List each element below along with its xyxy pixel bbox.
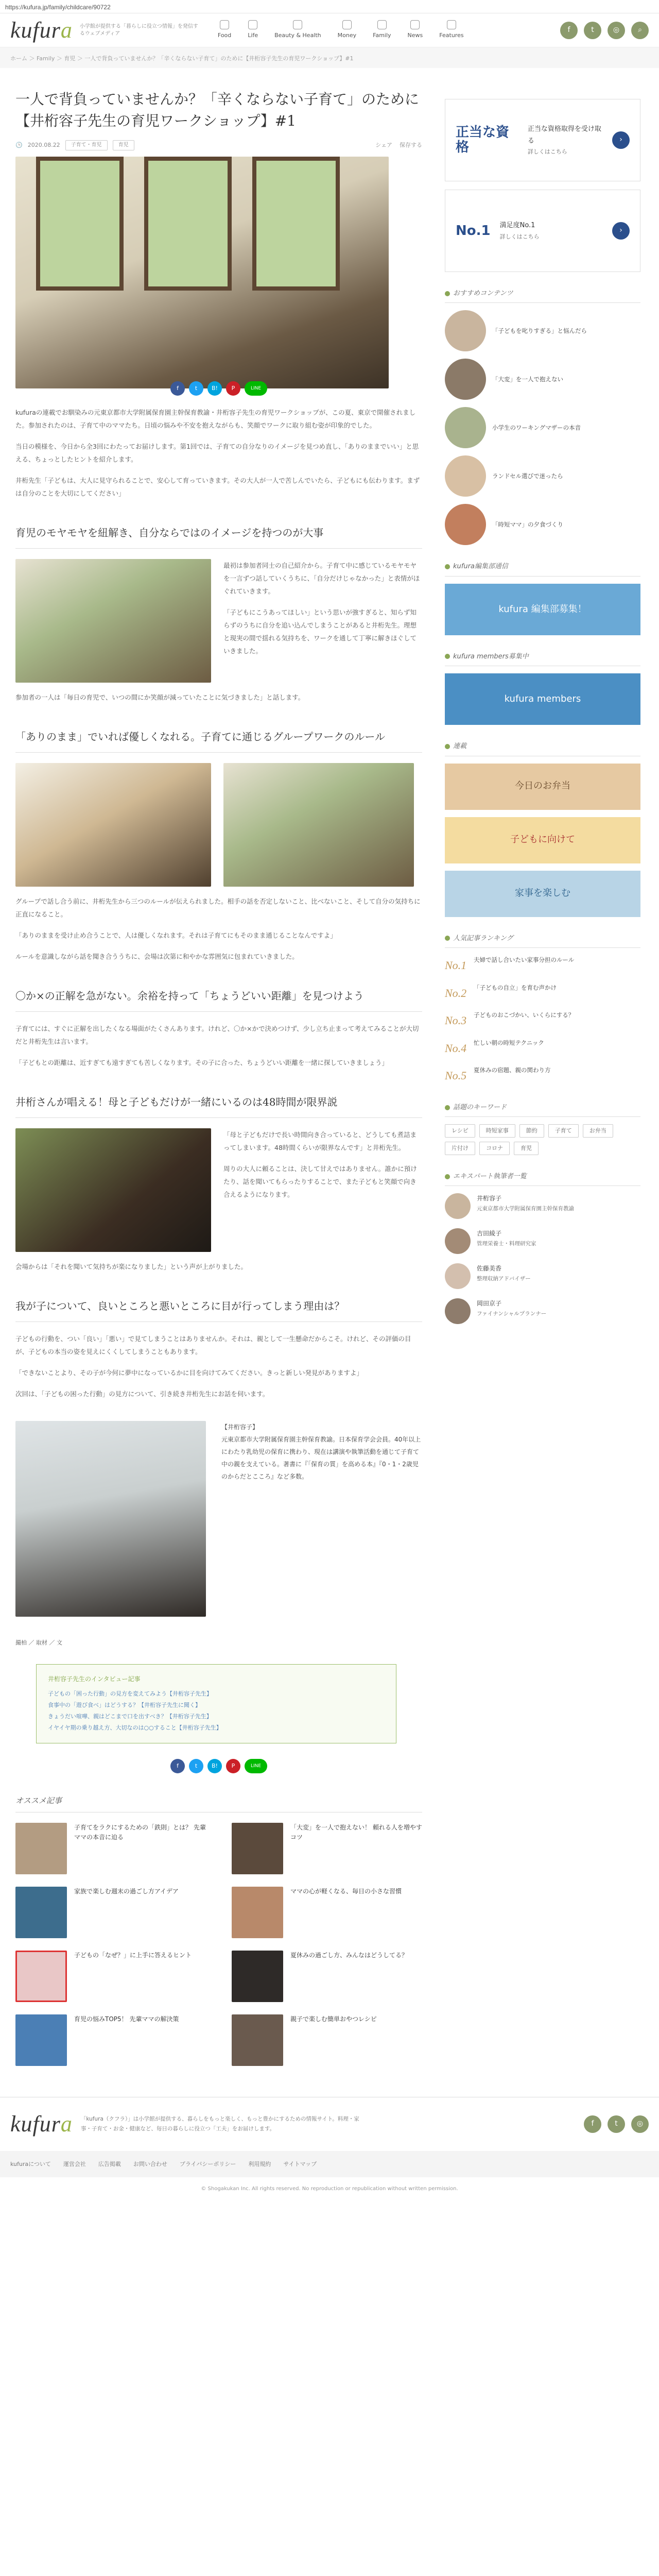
avatar	[445, 1298, 471, 1324]
arrow-right-icon: ›	[612, 222, 630, 240]
site-footer	[0, 2097, 659, 2201]
twitter-icon[interactable]: t	[584, 22, 601, 39]
recommend-item[interactable]: 子どもの「なぜ？」に上手に答えるヒント	[15, 1951, 206, 2002]
ranking-item[interactable]: No.2 「子どもの自立」を育む声かけ	[445, 984, 557, 999]
sidebar-ad[interactable]: 正当な資格 正当な資格取得を受け取る 詳しくはこちら ›	[445, 99, 640, 181]
expert-item[interactable]: 吉田綾子 管理栄養士・料理研究家	[445, 1228, 640, 1254]
bullet-icon	[445, 1105, 450, 1110]
expert-item[interactable]: 岡田京子 ファイナンシャルプランナー	[445, 1298, 640, 1324]
footer-link[interactable]: サイトマップ	[283, 2160, 317, 2167]
nav-family[interactable]: Family	[373, 20, 391, 41]
bullet-icon	[445, 744, 450, 749]
recommend-item[interactable]: 親子で楽しむ簡単おやつレシピ	[232, 2014, 422, 2066]
share-bar-bottom	[15, 1759, 422, 1773]
workshop-photo	[15, 559, 211, 683]
tag-childcare[interactable]: 子育て・育児	[65, 140, 108, 150]
thumbnail	[232, 2014, 283, 2066]
intro-paragraph: 井桁先生「子どもは、大人に見守られることで、安心して育っていきます。その大人が一人で苦しんでいたら、子どもにも伝わります。まずは自分のことを大切にしてください」	[15, 477, 420, 497]
profile-label: 【井桁容子】	[221, 1423, 259, 1431]
profile-box	[15, 1421, 422, 1617]
series-banner[interactable]: 子どもに向けて	[445, 817, 640, 863]
fork-icon	[220, 20, 229, 29]
ranking-item[interactable]: No.3 子どものおこづかい、いくらにする？	[445, 1011, 575, 1027]
article-title: 一人で背負っていませんか？「辛くならない子育て」のために【井桁容子先生の育児ワークショップ】#1	[15, 91, 420, 129]
site-logo[interactable]: kufura	[10, 17, 73, 43]
footer-link[interactable]: お問い合わせ	[133, 2160, 167, 2167]
thumbnail	[15, 1887, 67, 1938]
coin-icon	[342, 20, 352, 29]
footer-link[interactable]: 広告掲載	[98, 2160, 121, 2167]
body-paragraph: 子育てには、すぐに正解を出したくなる場面がたくさんあります。けれど、〇か×かで決めつけず、少し立ち止まって考えてみることが大切だと井桁先生は言います。	[15, 1025, 419, 1045]
facebook-share-button[interactable]: f	[170, 1759, 185, 1773]
bullet-icon	[445, 1174, 450, 1179]
intro-paragraph: kufuraの連載でお馴染みの元東京都市大学附属保育園主幹保育教諭・井桁容子先生の育児ワークショップが、この夏、東京で開催されました。参加されたのは、子育て中のママたち。日頃の悩みや不安を抱えながらも、笑顔でワークに取り組む姿が印象的でした。	[15, 409, 416, 429]
facebook-icon[interactable]: f	[560, 22, 578, 39]
footer-description: 「kufura（クフラ）」は小学館が提供する、暮らしをもっと楽しく、もっと豊かにするための情報サイト。料理・家事・子育て・お金・健康など、毎日の暮らしに役立つ「工夫」をお届けします。	[80, 2115, 359, 2132]
thumbnail	[15, 1951, 67, 2002]
home-icon	[248, 20, 257, 29]
sidebar-recommend-item[interactable]: 小学生のワーキングマザーの本音	[445, 407, 640, 448]
thumbnail	[15, 1823, 67, 1874]
keyword-tag[interactable]: レシピ	[445, 1124, 475, 1138]
thumbnail	[445, 455, 486, 497]
article-date: 2020.08.22	[27, 142, 60, 149]
keyword-tag[interactable]: 時短家事	[479, 1124, 515, 1138]
sidebar-recommend-item[interactable]: ランドセル選びで迷ったら	[445, 455, 640, 497]
body-paragraph: 子どもの行動を、つい「良い」「悪い」で見てしまうことはありませんか。それは、親として一生懸命だからこそ。けれど、その評価の目が、子どもの本当の姿を見えにくくしてしまうこともあります。	[15, 1335, 411, 1355]
window-decoration	[36, 157, 124, 291]
sidebar-heading: おすすめコンテンツ	[445, 287, 640, 303]
twitter-share-button[interactable]: t	[189, 381, 203, 396]
hatena-share-button[interactable]: B!	[207, 381, 222, 396]
sidebar-recommend-item[interactable]: 「大変」を一人で抱えない	[445, 359, 640, 400]
body-paragraph: 「ありのままを受け止め合うことで、人は優しくなれます。それは子育てにもそのまま通じることなんですよ」	[15, 931, 337, 939]
recruit-banner[interactable]: kufura 編集部募集！	[445, 584, 640, 635]
recommend-item[interactable]: 夏休みの過ごし方、みんなはどうしてる？	[232, 1951, 422, 2002]
article-main	[15, 68, 422, 2066]
line-share-button[interactable]: LINE	[245, 1759, 267, 1773]
recommend-item[interactable]: ママの心が軽くなる、毎日の小さな習慣	[232, 1887, 422, 1938]
facebook-share-button[interactable]: f	[170, 381, 185, 396]
address-bar[interactable]: https://kufura.jp/family/childcare/90722	[0, 0, 659, 13]
sidebar-heading: kufura members募集中	[445, 651, 640, 666]
body-paragraph: 最初は参加者同士の自己紹介から。子育て中に感じているモヤモヤを一言ずつ話していくうちに、「自分だけじゃなかった」と表情がほぐれていきます。	[223, 562, 420, 595]
expert-item[interactable]: 井桁容子 元東京都市大学附属保育園主幹保育教諭	[445, 1193, 640, 1219]
global-nav	[218, 20, 464, 41]
copyright: © Shogakukan Inc. All rights reserved. No reproduction or republication without written permission.	[201, 2186, 458, 2192]
series-banner[interactable]: 家事を楽しむ	[445, 871, 640, 917]
instagram-icon[interactable]: ◎	[608, 22, 625, 39]
related-link[interactable]: 子どもの「困った行動」の見方を変えてみよう【井桁容子先生】	[48, 1690, 212, 1697]
sidebar-heading: kufura編集部通信	[445, 561, 640, 576]
body-paragraph: 次回は、「子どもの困った行動」の見方について、引き続き井桁先生にお話を伺います。	[15, 1390, 269, 1398]
avatar	[445, 1263, 471, 1289]
save-link[interactable]: 保存する	[400, 142, 422, 149]
teacher-photo	[15, 1128, 211, 1252]
arrow-right-icon: ›	[612, 131, 630, 149]
body-paragraph: 「子どもにこうあってほしい」という思いが強すぎると、知らず知らずのうちに自分を追い込んでしまうことがあると井桁先生。理想と現実の間で揺れる気持ちを、ワークを通して丁寧に解きほぐしていきました。	[223, 608, 417, 655]
members-banner[interactable]: kufura members	[445, 673, 640, 725]
intro-paragraph: 当日の模様を、今日から全3回にわたってお届けします。第1回では、子育ての自分なりのイメージを見つめ直し、「ありのままでいい」と思える、ちょっとしたヒントを紹介します。	[15, 443, 419, 463]
series-banner[interactable]: 今日のお弁当	[445, 764, 640, 810]
ranking-item[interactable]: No.5 夏休みの宿題、親の関わり方	[445, 1066, 551, 1082]
nav-life[interactable]: Life	[248, 20, 258, 41]
footer-link[interactable]: プライバシーポリシー	[179, 2160, 236, 2167]
site-tagline: 小学館が提供する「暮らしに役立つ情報」を発信するウェブメディア	[79, 23, 198, 37]
thumbnail	[445, 504, 486, 545]
body-paragraph: 「子どもとの距離は、近すぎても遠すぎても苦しくなります。その子に合った、ちょうどいい距離を一緒に探していきましょう」	[15, 1059, 389, 1066]
section-heading: 「ありのまま」でいれば優しくなれる。子育てに通じるグループワークのルール	[15, 723, 422, 753]
profile-text: 元東京都市大学附属保育園主幹保育教諭。日本保育学会会員。40年以上にわたり乳幼児の保育に携わり、現在は講演や執筆活動を通じて子育て中の親を支えている。著書に『「保育の質」を高める本』『0・1・2歳児のからだとこころ』など多数。	[221, 1436, 421, 1480]
keyword-tag[interactable]: 節約	[519, 1124, 544, 1138]
sidebar	[445, 68, 640, 2066]
avatar	[445, 1228, 471, 1254]
clock-icon: 🕒	[15, 142, 23, 149]
section-heading: 〇か×の正解を急がない。余裕を持って「ちょうどいい距離」を見つけよう	[15, 982, 422, 1012]
window-decoration	[144, 157, 232, 291]
thumbnail	[232, 1823, 283, 1874]
thumbnail	[15, 2014, 67, 2066]
body-paragraph: 参加者の一人は「毎日の育児で、いつの間にか笑顔が減っていたことに気づきました」と話します。	[15, 693, 305, 701]
sidebar-recommend-item[interactable]: 「時短ママ」の夕食づくり	[445, 504, 640, 545]
footer-nav	[0, 2151, 659, 2178]
header-icons	[560, 22, 649, 39]
related-articles-box	[36, 1664, 396, 1743]
sidebar-recommend-item[interactable]: 「子どもを叱りすぎる」と悩んだら	[445, 310, 640, 351]
keyword-list	[445, 1124, 640, 1155]
recommend-grid	[15, 1823, 422, 2066]
footer-link[interactable]: 運営会社	[63, 2160, 86, 2167]
body-paragraph: 「母と子どもだけで長い時間向き合っていると、どうしても煮詰まってしまいます。48時間くらいが限界なんです」と井桁先生。	[223, 1131, 417, 1151]
ranking-item[interactable]: No.4 忙しい朝の時短テクニック	[445, 1039, 544, 1055]
nav-money[interactable]: Money	[338, 20, 356, 41]
expert-item[interactable]: 佐藤美香 整理収納アドバイザー	[445, 1263, 640, 1289]
keyword-tag[interactable]: 育児	[514, 1142, 539, 1155]
nav-beauty-health[interactable]: Beauty & Health	[274, 20, 321, 41]
pinterest-share-button[interactable]: P	[226, 1759, 240, 1773]
instagram-icon[interactable]: ◎	[631, 2115, 649, 2133]
workshop-photo	[223, 763, 414, 887]
line-share-button[interactable]: LINE	[245, 381, 267, 396]
related-link[interactable]: イヤイヤ期の乗り越え方、大切なのは○○すること【井桁容子先生】	[48, 1724, 222, 1731]
recommend-item[interactable]: 家族で楽しむ週末の過ごし方アイデア	[15, 1887, 206, 1938]
related-heading: 井桁容子先生のインタビュー記事	[48, 1675, 141, 1683]
body-paragraph: 周りの大人に頼ることは、決して甘えではありません。誰かに預けたり、話を聞いてもらったりすることで、また子どもと笑顔で向き合えるようになります。	[223, 1165, 417, 1198]
section-heading: 我が子について、良いところと悪いところに目が行ってしまう理由は？	[15, 1293, 422, 1322]
share-link[interactable]: シェア	[375, 142, 392, 149]
nav-news[interactable]: News	[408, 20, 423, 41]
thumbnail	[445, 407, 486, 448]
bullet-icon	[445, 564, 450, 569]
recommend-heading: オススメ記事	[15, 1794, 422, 1812]
sidebar-heading: 話題のキーワード	[445, 1101, 640, 1117]
ranking-item[interactable]: No.1 夫婦で話し合いたい家事分担のルール	[445, 956, 575, 972]
body-paragraph: グループで話し合う前に、井桁先生から三つのルールが伝えられました。相手の話を否定しないこと、比べないこと、そして自分の気持ちに正直になること。	[15, 897, 421, 918]
section-heading: 育児のモヤモヤを紐解き、自分ならではのイメージを持つのが大事	[15, 519, 422, 549]
search-icon[interactable]: ⌕	[631, 22, 649, 39]
avatar	[445, 1193, 471, 1219]
family-icon	[377, 20, 387, 29]
thumbnail	[232, 1951, 283, 2002]
bullet-icon	[445, 291, 450, 296]
section-heading: 井桁さんが唱える！母と子どもだけが一緒にいるのは48時間が限界説	[15, 1089, 422, 1118]
keyword-tag[interactable]: 子育て	[548, 1124, 579, 1138]
thumbnail	[445, 310, 486, 351]
recommend-item[interactable]: 子育てをラクにするための「鉄則」とは？ 先輩ママの本音に迫る	[15, 1823, 206, 1874]
footer-link[interactable]: kufuraについて	[10, 2160, 51, 2167]
keyword-tag[interactable]: お弁当	[583, 1124, 613, 1138]
article-meta	[15, 140, 422, 150]
hatena-share-button[interactable]: B!	[207, 1759, 222, 1773]
window-decoration	[252, 157, 340, 291]
twitter-icon[interactable]: t	[608, 2115, 625, 2133]
thumbnail	[445, 359, 486, 400]
twitter-share-button[interactable]: t	[189, 1759, 203, 1773]
pinterest-share-button[interactable]: P	[226, 381, 240, 396]
tag-parenting[interactable]: 育児	[113, 140, 134, 150]
nav-features[interactable]: Features	[439, 20, 463, 41]
news-icon	[410, 20, 420, 29]
profile-photo	[15, 1421, 206, 1617]
footer-logo[interactable]: kufura	[10, 2111, 73, 2137]
body-paragraph: 「できないことより、その子が今何に夢中になっているかに目を向けてみてください。きっと新しい発見がありますよ」	[15, 1369, 363, 1377]
footer-link[interactable]: 利用規約	[248, 2160, 271, 2167]
bullet-icon	[445, 936, 450, 941]
nav-food[interactable]: Food	[218, 20, 231, 41]
body-paragraph: ルールを意識しながら話を聞き合ううちに、会場は次第に和やかな雰囲気に包まれていきました。	[15, 953, 299, 960]
related-link[interactable]: 食事中の「遊び食べ」はどうする？【井桁容子先生に聞く】	[48, 1701, 201, 1708]
sidebar-heading: 人気記事ランキング	[445, 933, 640, 948]
sidebar-heading: エキスパート執筆者一覧	[445, 1171, 640, 1186]
bullet-icon	[445, 654, 450, 659]
share-bar	[15, 381, 422, 396]
sidebar-ad[interactable]: No.1 満足度No.1 詳しくはこちら ›	[445, 190, 640, 272]
site-header	[0, 13, 659, 47]
facebook-icon[interactable]: f	[584, 2115, 601, 2133]
star-icon	[447, 20, 456, 29]
recommend-item[interactable]: 育児の悩みTOP5！ 先輩ママの解決策	[15, 2014, 206, 2066]
whiteboard-photo	[15, 763, 211, 887]
body-paragraph: 会場からは「それを聞いて気持ちが楽になりました」という声が上がりました。	[15, 1263, 248, 1270]
thumbnail	[232, 1887, 283, 1938]
hero-image	[15, 157, 389, 388]
breadcrumb[interactable]: ホーム ＞ Family ＞ 育児 ＞ 一人で背負っていませんか？「辛くならない子育て」のために【井桁容子先生の育児ワークショップ】#1	[0, 47, 659, 68]
recommend-item[interactable]: 「大変」を一人で抱えない！ 頼れる人を増やすコツ	[232, 1823, 422, 1874]
keyword-tag[interactable]: 片付け	[445, 1142, 475, 1155]
credit-text: 撮柏 ／ 取材 ／ 文	[15, 1639, 62, 1646]
related-link[interactable]: きょうだい喧嘩、親はどこまで口を出すべき？【井桁容子先生】	[48, 1713, 212, 1720]
keyword-tag[interactable]: コロナ	[479, 1142, 510, 1155]
sidebar-heading: 連載	[445, 740, 640, 756]
heart-icon	[293, 20, 302, 29]
